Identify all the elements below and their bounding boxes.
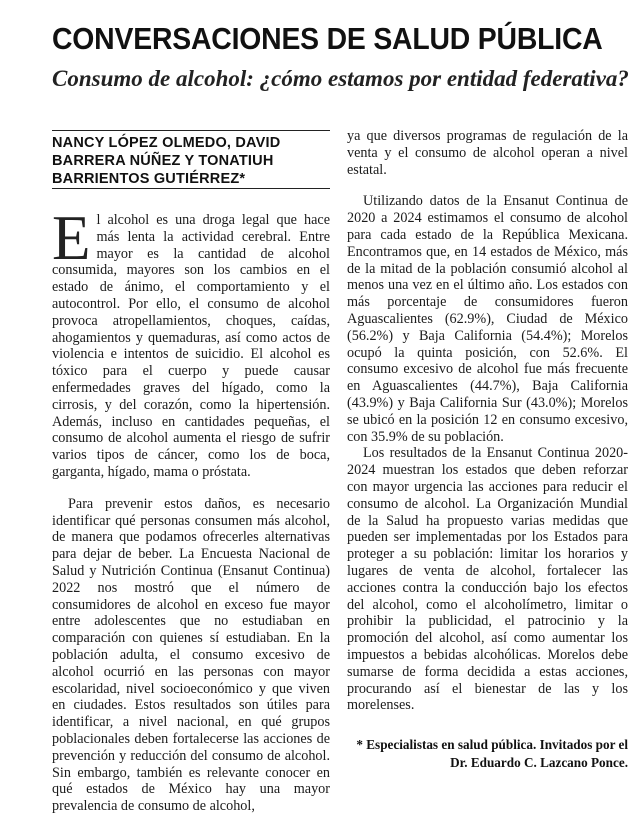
byline-bottom-rule — [52, 188, 330, 189]
paragraph-intro-text: l alcohol es una droga legal que hace más lenta la actividad cerebral. Entre mayor es la cantidad de alcohol consumida, mayores son los cambios en el estado de ánimo, el comportamiento y el autocontrol. Por ello, el consumo de alcohol provoca atropellamientos, choques, caídas, ahogamientos y quemaduras, así como actos de violencia e intentos de suicidio. El alcohol es tóxico para el cuerpo y puede causar enfermedades graves del hígado, como la cirrosis, y del corazón, como la hipertensión. Además, incluso en cantidades pequeñas, el consumo de alcohol aumenta el riesgo de sufrir varios tipos de cáncer, como los de boca, garganta, hígado, mama o próstata. — [52, 212, 330, 480]
drop-cap: E — [52, 203, 91, 273]
headline: CONVERSACIONES DE SALUD PÚBLICA — [52, 22, 603, 56]
byline-authors: NANCY LÓPEZ OLMEDO, DAVID BARRERA NÚÑEZ Y TONATIUH BARRIENTOS GUTIÉRREZ* — [52, 135, 281, 187]
subheadline: Consumo de alcohol: ¿cómo estamos por entidad federativa? — [52, 66, 629, 91]
paragraph-recommendations: Los resultados de la Ensanut Continua 2020-2024 muestran los estados que deben reforzar con mayor urgencia las acciones para reducir el consumo de alcohol. La Organización Mundial de la Salud ha propuesto varias medidas que pueden ser implementadas por los Estados para proteger a su población: limitar los horarios y lugares de venta de alcohol, fortalecer las acciones contra la conducción bajo los efectos del alcohol, como el alcoholímetro, limitar o prohibir la publicidad, el patrocinio y la promoción del alcohol, así como aumentar los impuestos a bebidas alcohólicas. Morelos debe sumarse de forma decidida a estas acciones, procurando así el bienestar de las y los morelenses. — [347, 445, 628, 714]
article-column-left — [52, 203, 330, 815]
article-column-right — [347, 128, 628, 714]
byline-top-rule — [52, 130, 330, 131]
author-footnote: * Especialistas en salud pública. Invitados por el Dr. Eduardo C. Lazcano Ponce. — [356, 737, 628, 770]
paragraph-state-data: Utilizando datos de la Ensanut Continua de 2020 a 2024 estimamos el consumo de alcohol para cada estado de la República Mexicana. Encontramos que, en 14 estados de México, más de la mitad de la población consumió alcohol al menos una vez en el último año. Los estados con más porcentaje de consumidores fueron Aguascalientes (62.9%), Ciudad de México (56.2%) y Baja California (54.4%); Morelos ocupó la quinta posición, con 52.6%. El consumo excesivo de alcohol fue más frecuente en Aguascalientes (44.7%), Baja California (43.9%) y Baja California Sur (43.0%); Morelos se ubicó en la posición 12 en consumo excesivo, con 35.9% de su población. — [347, 193, 628, 445]
paragraph-intro — [52, 203, 330, 481]
paragraph-prevention: Para prevenir estos daños, es necesario identificar qué personas consumen más alcohol, de manera que podamos ofrecerles alternativas para dejar de beber. La Encuesta Nacional de Salud y Nutrición Continua (Ensanut Continua) 2022 nos mostró que el número de consumidores de alcohol en exceso fue mayor entre adolescentes que no estudiaban en comparación con quienes sí estudiaban. En la población adulta, el consumo excesivo de alcohol ocurrió en las personas con mayor escolaridad, nivel socioeconómico y que viven en ciudades. Estos resultados son útiles para identificar, a nivel nacional, en qué grupos poblacionales deben fortalecerse las acciones de prevención y reducción del consumo de alcohol. Sin embargo, también es relevante conocer en qué estados de México hay una mayor prevalencia de consumo de alcohol, — [52, 495, 330, 815]
paragraph-prevention-continued: ya que diversos programas de regulación de la venta y el consumo de alcohol operan a nivel estatal. — [347, 128, 628, 178]
